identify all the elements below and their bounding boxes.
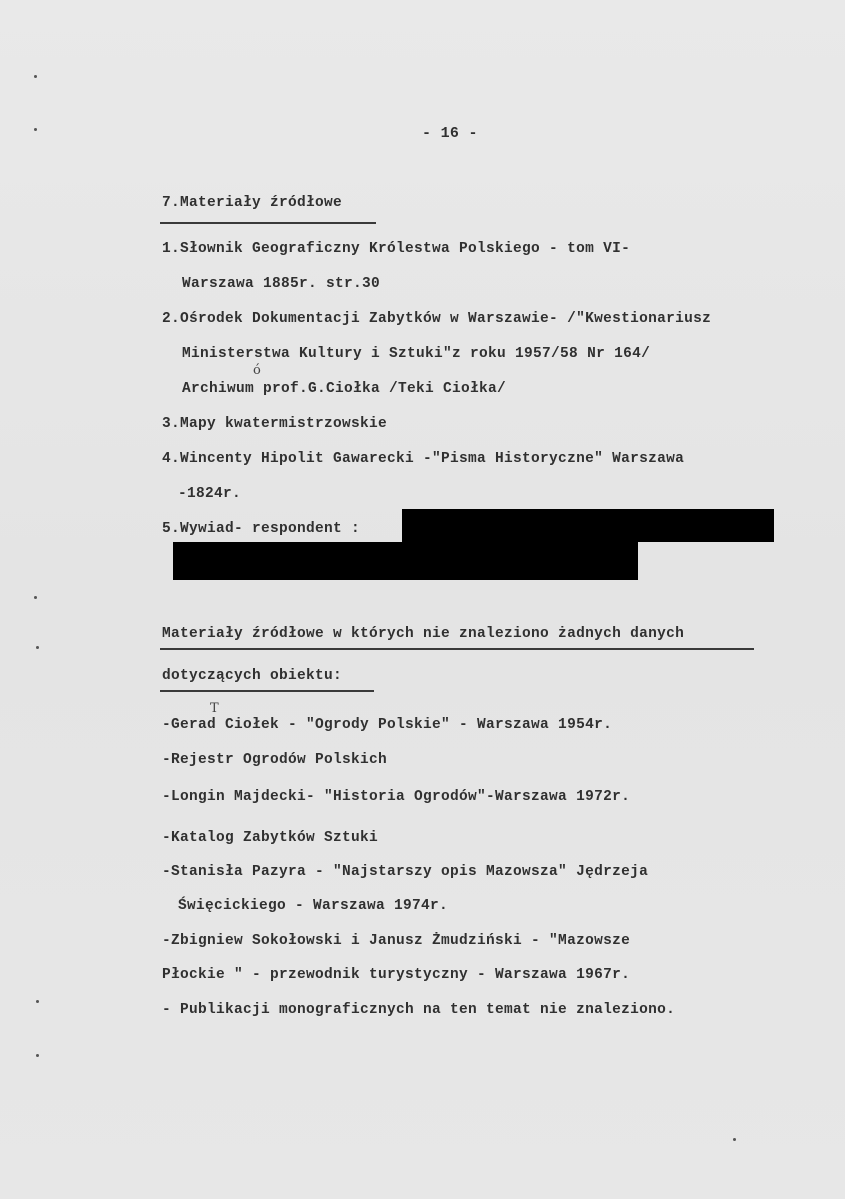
source-line: Ministerstwa Kultury i Sztuki"z roku 1957/58 Nr 164/ — [182, 346, 651, 362]
handwritten-correction: T — [210, 701, 219, 716]
heading-underline — [160, 648, 754, 650]
scan-speck — [34, 75, 37, 78]
reference-line: -Gerad Ciołek - "Ogrody Polskie" - Warszawa 1954r. — [162, 717, 613, 733]
reference-line: Święcickiego - Warszawa 1974r. — [178, 898, 449, 914]
reference-line: -Stanisła Pazyra - "Najstarszy opis Mazowsza" Jędrzeja — [162, 864, 649, 880]
source-line: 3.Mapy kwatermistrzowskie — [162, 416, 388, 432]
scan-speck — [36, 1054, 39, 1057]
scan-speck — [34, 596, 37, 599]
handwritten-correction: ó — [253, 363, 261, 378]
scan-speck — [36, 646, 39, 649]
source-line: 4.Wincenty Hipolit Gawarecki -"Pisma Historyczne" Warszawa — [162, 451, 685, 467]
reference-line: -Rejestr Ogrodów Polskich — [162, 752, 388, 768]
section-heading-not-found: dotyczących obiektu: — [162, 668, 343, 684]
source-line: 2.Ośrodek Dokumentacji Zabytków w Warszawie- /"Kwestionariusz — [162, 311, 712, 327]
source-line: Warszawa 1885r. str.30 — [182, 276, 381, 292]
reference-line: -Zbigniew Sokołowski i Janusz Żmudziński - "Mazowsze — [162, 933, 631, 949]
heading-underline — [160, 690, 374, 692]
scan-speck — [34, 128, 37, 131]
reference-line: -Longin Majdecki- "Historia Ogrodów"-Warszawa 1972r. — [162, 789, 631, 805]
section-heading-not-found: Materiały źródłowe w których nie znaleziono żadnych danych — [162, 626, 685, 642]
reference-line: - Publikacji monograficznych na ten temat nie znaleziono. — [162, 1002, 676, 1018]
scan-speck — [733, 1138, 736, 1141]
source-line: 5.Wywiad- respondent : — [162, 521, 361, 537]
source-line: Archiwum prof.G.Ciołka /Teki Ciołka/ — [182, 381, 507, 397]
reference-line: Płockie " - przewodnik turystyczny - Warszawa 1967r. — [162, 967, 631, 983]
redaction-bar — [173, 542, 638, 580]
page-number: - 16 - — [422, 125, 478, 142]
scan-speck — [36, 1000, 39, 1003]
source-line: -1824r. — [178, 486, 242, 502]
source-line: 1.Słownik Geograficzny Królestwa Polskiego - tom VI- — [162, 241, 631, 257]
heading-underline — [160, 222, 376, 224]
reference-line: -Katalog Zabytków Sztuki — [162, 830, 379, 846]
redaction-bar — [402, 509, 774, 542]
section-heading-sources: 7.Materiały źródłowe — [162, 195, 343, 211]
